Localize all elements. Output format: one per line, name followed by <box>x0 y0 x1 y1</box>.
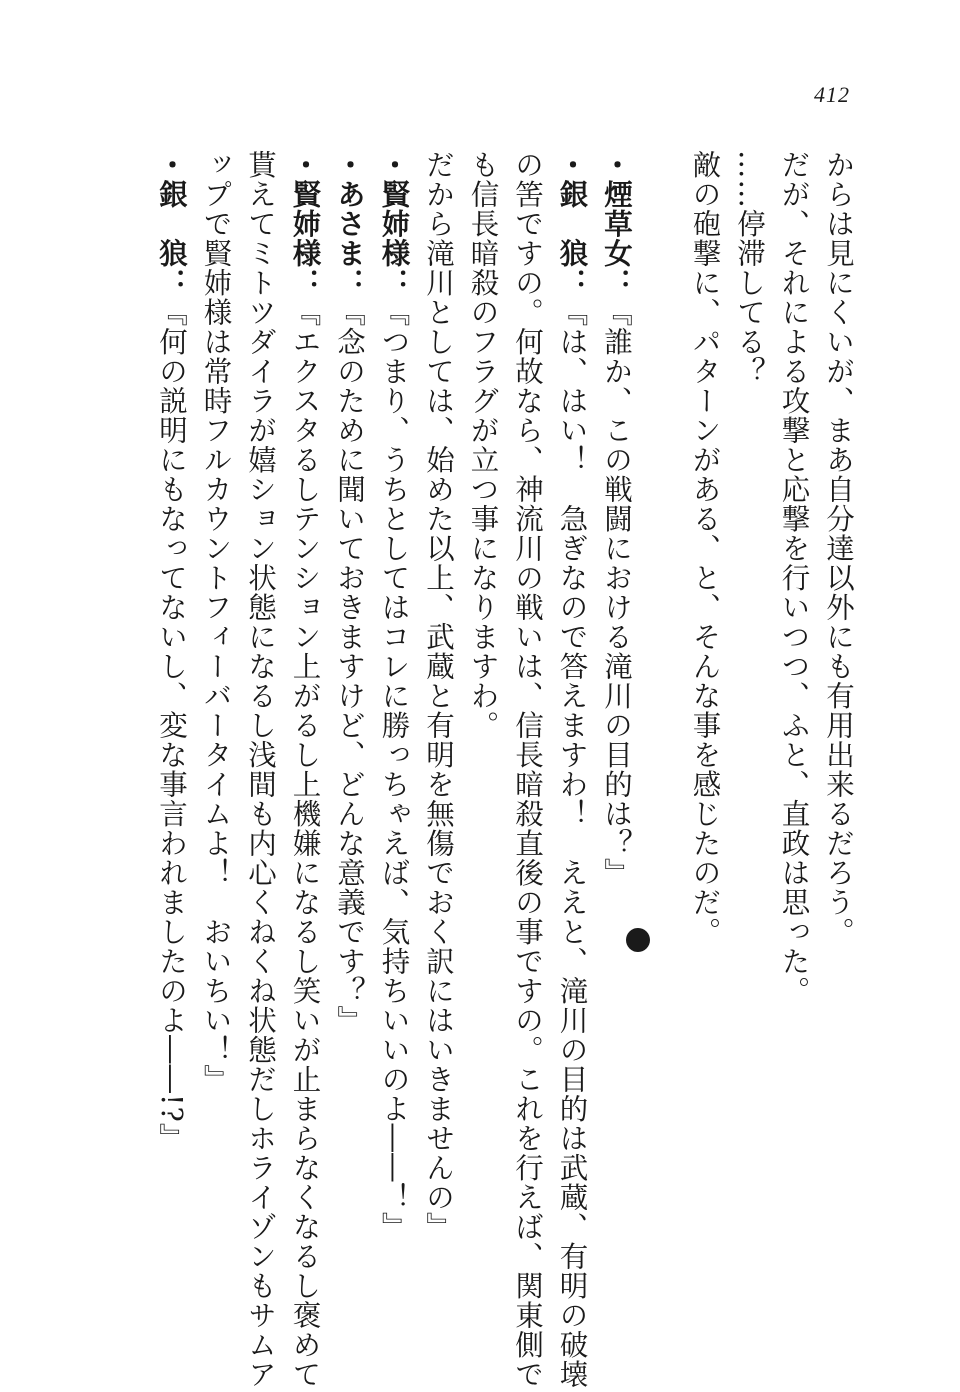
dialogue-continuation: も信長暗殺のフラグが立つ事になりますわ。 <box>466 150 500 740</box>
dialogue-entry <box>327 150 372 1310</box>
dialogue-text: 『は、はい！ 急ぎなので答えますわ！ ええと、滝川の目的は武蔵、有明の破壊 <box>555 297 589 1389</box>
bullet-marker: ・ <box>287 150 322 180</box>
bullet-marker: ・ <box>154 150 188 180</box>
dialogue-text: 『何の説明にもなってないし、変な事言われましたのよ――!?』 <box>155 297 188 1153</box>
speaker-name: 賢姉様： <box>288 179 322 298</box>
speaker-name: あさま： <box>333 179 366 298</box>
dialogue-continuation: ップで賢姉様は常時フルカウントフィーバータイムよ！ おいちい！』 <box>199 150 233 1094</box>
dialogue-entry <box>594 150 639 1310</box>
dialogue-continuation: の筈ですの。何故なら、神流川の戦いは、信長暗殺直後の事ですの。これを行えば、関東側で <box>511 150 544 1389</box>
speaker-name: 煙草女： <box>600 179 633 298</box>
dialogue-entry <box>149 150 194 1310</box>
dialogue-text: 『誰か、この戦闘における滝川の目的は？』 <box>600 297 633 888</box>
speaker-name: 銀 狼： <box>155 179 188 298</box>
dialogue-entry <box>549 150 594 1389</box>
speaker-name: 賢姉様： <box>377 179 411 298</box>
dialogue-text: 『念のために聞いておきますけど、どんな意義です？』 <box>333 297 366 1035</box>
vertical-text-body <box>149 150 861 1389</box>
dialogue-text: 『つまり、うちとしてはコレに勝っちゃえば、気持ちいいのよ――！』 <box>377 297 411 1242</box>
dialogue-entry <box>282 150 327 1389</box>
dialogue-text: 『エクスタるしテンション上がるし上機嫌になるし笑いが止まらなくなるし褒めて <box>288 297 322 1389</box>
narration-line: ……停滞してる？ <box>733 150 766 386</box>
narration-line: 敵の砲撃に、パターンがある、と、そんな事を感じたのだ。 <box>688 150 722 947</box>
speaker-name: 銀 狼： <box>555 179 589 298</box>
dialogue-entry <box>371 150 416 1310</box>
dialogue-continuation: 貰えてミトツダイラが嬉ション状態になるし浅間も内心くねくね状態だしホライゾンもサムア <box>244 150 277 1389</box>
narration-line: だが、それによる攻撃と応撃を行いつつ、ふと、直政は思った。 <box>777 150 811 1006</box>
bullet-marker: ・ <box>599 150 633 180</box>
bullet-marker: ・ <box>376 150 411 180</box>
page-number: 412 <box>814 82 850 107</box>
bullet-marker: ・ <box>332 150 366 180</box>
bullet-marker: ・ <box>554 150 589 180</box>
dialogue-continuation: だから滝川としては、始めた以上、武蔵と有明を無傷でおく訳にはいきませんの』 <box>422 150 455 1242</box>
paragraph-gap <box>638 150 682 1310</box>
narration-line: からは見にくいが、まあ自分達以外にも有用出来るだろう。 <box>822 150 855 947</box>
